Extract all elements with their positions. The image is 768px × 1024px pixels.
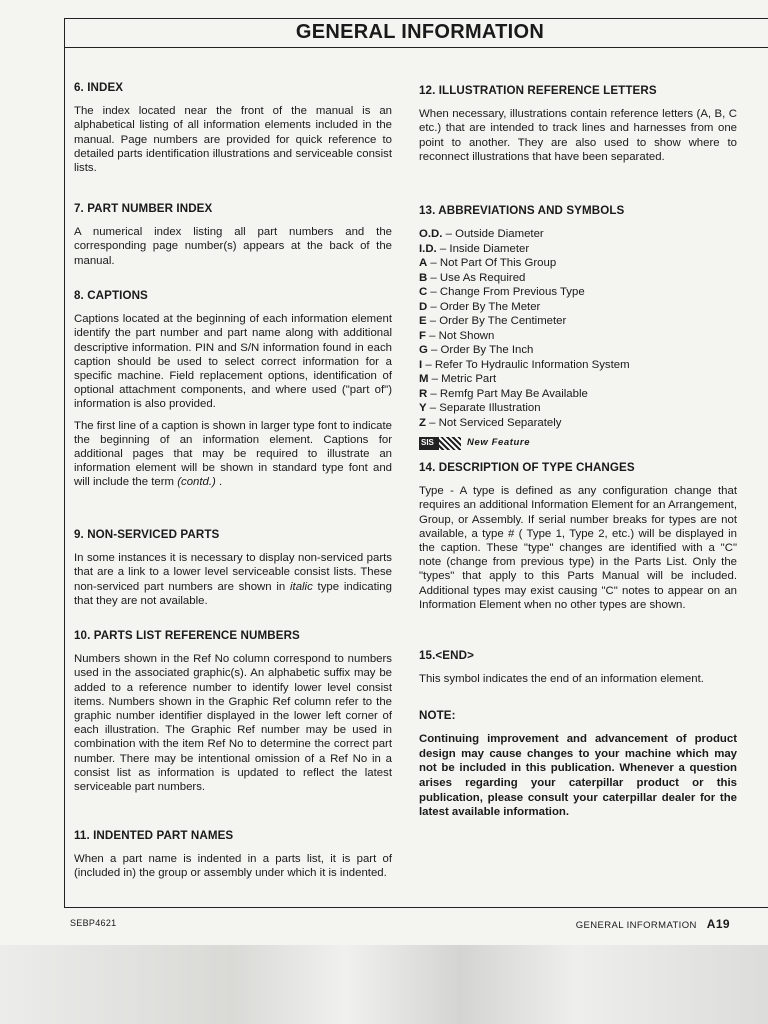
abbreviation-item <box>419 387 737 402</box>
section-heading: 12. ILLUSTRATION REFERENCE LETTERS <box>419 84 657 97</box>
abbreviation-item <box>419 256 737 271</box>
abbreviation-item <box>419 343 737 358</box>
abbreviation-item <box>419 227 737 242</box>
section-indented <box>74 829 392 888</box>
page-number: A19 <box>706 917 730 931</box>
abbreviation-text: – Order By The Inch <box>427 344 534 357</box>
abbreviation-key: I.D. <box>419 242 437 255</box>
section-body: Numbers shown in the Ref No column correspond to numbers used in the associated graphic(s). An alphabetic suffix may be added to a reference number to identify lower level consist items. Numbers shown in the Graphic Ref column refer to the graphic number identifier displayed in the lower left corner of each illustration. The Graphic Ref number may be used in combination with the item Ref No to determine the correct part number. There may be intentional omission of a Ref No in a consist list as information is updated to reflect the latest serviceable part numbers. <box>74 653 392 794</box>
section-type-changes <box>419 461 737 619</box>
abbreviation-item <box>419 401 737 416</box>
abbreviation-key: Y <box>419 402 427 415</box>
section-body: Captions located at the beginning of each information element identify the part number and part name along with additional descriptive information. PIN and S/N information found in each caption should be used to select correct information for a specific machine. Field replacement options, identification of optional attachment components, and where used ("part of") information is also provided. <box>74 313 392 411</box>
section-heading: 15.<END> <box>419 649 474 662</box>
abbreviation-text: – Outside Diameter <box>442 228 544 241</box>
abbreviation-item <box>419 416 737 431</box>
abbreviation-text: – Inside Diameter <box>436 242 530 255</box>
section-captions <box>74 289 392 497</box>
abbreviation-text: – Separate Illustration <box>426 402 541 415</box>
section-body: The index located near the front of the manual is an alphabetical listing of all information elements included in the manual. Page numbers are provided for quick reference to detailed parts identification illustrations and serviceable consist lists. <box>74 105 392 175</box>
new-feature-label: New Feature <box>467 437 531 449</box>
abbreviation-item <box>419 358 737 373</box>
scan-background-strip <box>0 945 768 1024</box>
section-body: When a part name is indented in a parts list, it is part of (included in) the group or assembly under which it is indented. <box>74 853 392 880</box>
abbreviation-key: I <box>419 358 423 371</box>
body-text-end: type indicating that they are not available. <box>74 580 392 607</box>
abbreviation-text: – Change From Previous Type <box>427 286 585 299</box>
abbreviation-text: – Order By The Meter <box>427 300 541 313</box>
italic-term: italic <box>290 580 313 593</box>
section-heading: 13. ABBREVIATIONS AND SYMBOLS <box>419 204 625 217</box>
section-heading: NOTE: <box>419 709 456 722</box>
abbreviation-item <box>419 271 737 286</box>
abbreviation-list <box>419 227 737 430</box>
title-bar <box>64 18 768 48</box>
section-heading: 7. PART NUMBER INDEX <box>74 202 213 215</box>
abbreviation-key: F <box>419 329 426 342</box>
section-ref-numbers <box>74 629 392 801</box>
abbreviation-item <box>419 300 737 315</box>
section-body-2 <box>74 419 392 490</box>
new-feature-row <box>419 436 737 450</box>
section-illustration-letters <box>419 84 737 171</box>
abbreviation-key: A <box>419 257 428 270</box>
abbreviation-text: – Not Shown <box>425 329 495 342</box>
section-end <box>419 649 737 693</box>
abbreviation-key: B <box>419 271 428 284</box>
abbreviation-key: O.D. <box>419 228 443 241</box>
abbreviation-text: – Use As Required <box>427 271 526 284</box>
section-heading: 10. PARTS LIST REFERENCE NUMBERS <box>74 629 300 642</box>
abbreviation-key: E <box>419 315 427 328</box>
abbreviation-text: – Not Part Of This Group <box>427 257 557 270</box>
footer-label: GENERAL INFORMATION <box>575 920 697 931</box>
page-title: GENERAL INFORMATION <box>295 21 545 43</box>
abbreviation-item <box>419 372 737 387</box>
abbreviation-text: – Not Serviced Separately <box>425 416 562 429</box>
abbreviation-key: Z <box>419 416 426 429</box>
note-body: Continuing improvement and advancement of product design may cause changes to your machine which may not be included in this publication. Whenever a question arises regarding your caterpillar product or this publication, please consult your caterpillar dealer for the latest available information. <box>419 733 737 819</box>
section-abbreviations <box>419 204 737 454</box>
footer-right <box>576 917 730 931</box>
abbreviation-key: C <box>419 286 428 299</box>
abbreviation-key: D <box>419 300 428 313</box>
abbreviation-text: – Refer To Hydraulic Information System <box>422 358 630 371</box>
section-heading: 11. INDENTED PART NAMES <box>74 829 234 842</box>
section-heading: 9. NON-SERVICED PARTS <box>74 528 220 541</box>
section-non-serviced <box>74 528 392 615</box>
abbreviation-item <box>419 285 737 300</box>
abbreviation-text: – Remfg Part May Be Available <box>427 387 588 400</box>
abbreviation-text: – Metric Part <box>428 373 497 386</box>
section-heading: 14. DESCRIPTION OF TYPE CHANGES <box>419 461 635 474</box>
section-body: When necessary, illustrations contain reference letters (A, B, C etc.) that are intended to track lines and harnesses from one point to another. They are also used to show where to reconnect illustrations that have been separated. <box>419 108 737 163</box>
section-note <box>419 709 737 820</box>
section-heading: 6. INDEX <box>74 81 124 94</box>
abbreviation-key: M <box>419 373 429 386</box>
abbreviation-item <box>419 242 737 257</box>
abbreviation-text: – Order By The Centimeter <box>426 315 567 328</box>
abbreviation-item <box>419 329 737 344</box>
section-part-number-index <box>74 202 392 275</box>
section-body: A numerical index listing all part numbers and the corresponding page number(s) appears at the back of the manual. <box>74 226 392 267</box>
section-heading: 8. CAPTIONS <box>74 289 148 302</box>
doc-number: SEBP4621 <box>70 918 117 928</box>
abbreviation-key: R <box>419 387 428 400</box>
section-body: This symbol indicates the end of an information element. <box>419 673 704 686</box>
abbreviation-key: G <box>419 344 428 357</box>
body-text: The first line of a caption is shown in larger type font to indicate the beginning of an information element. Captions for additional pages that may be required to illustrate an information element will be shown in standard type font and will include the term <box>74 419 392 489</box>
section-body: Type - A type is defined as any configuration change that requires an additional Information Element for an Arrangement, Group, or Assembly. If serial number breaks for types are not available, a type # ( Type 1, Type 2, etc.) will be displayed in the caption. These "type" changes are identified with a "C" note (change from previous type) in the Parts List. Only the "types" that apply to this Parts Manual will be included. Additional types may exist causing "C" notes to appear on an Information Element when no other types are shown. <box>419 485 737 611</box>
sis-logo-text: SIS <box>421 438 434 448</box>
body-text: In some instances it is necessary to display non-serviced parts that are a link to a lower level serviceable consist lists. These non-serviced part numbers are shown in <box>74 552 392 593</box>
contd-term: (contd.) <box>177 476 216 489</box>
abbreviation-item <box>419 314 737 329</box>
sis-logo-icon <box>419 437 461 450</box>
body-text-end: . <box>215 476 223 489</box>
section-body <box>74 551 392 608</box>
section-index <box>74 81 392 182</box>
